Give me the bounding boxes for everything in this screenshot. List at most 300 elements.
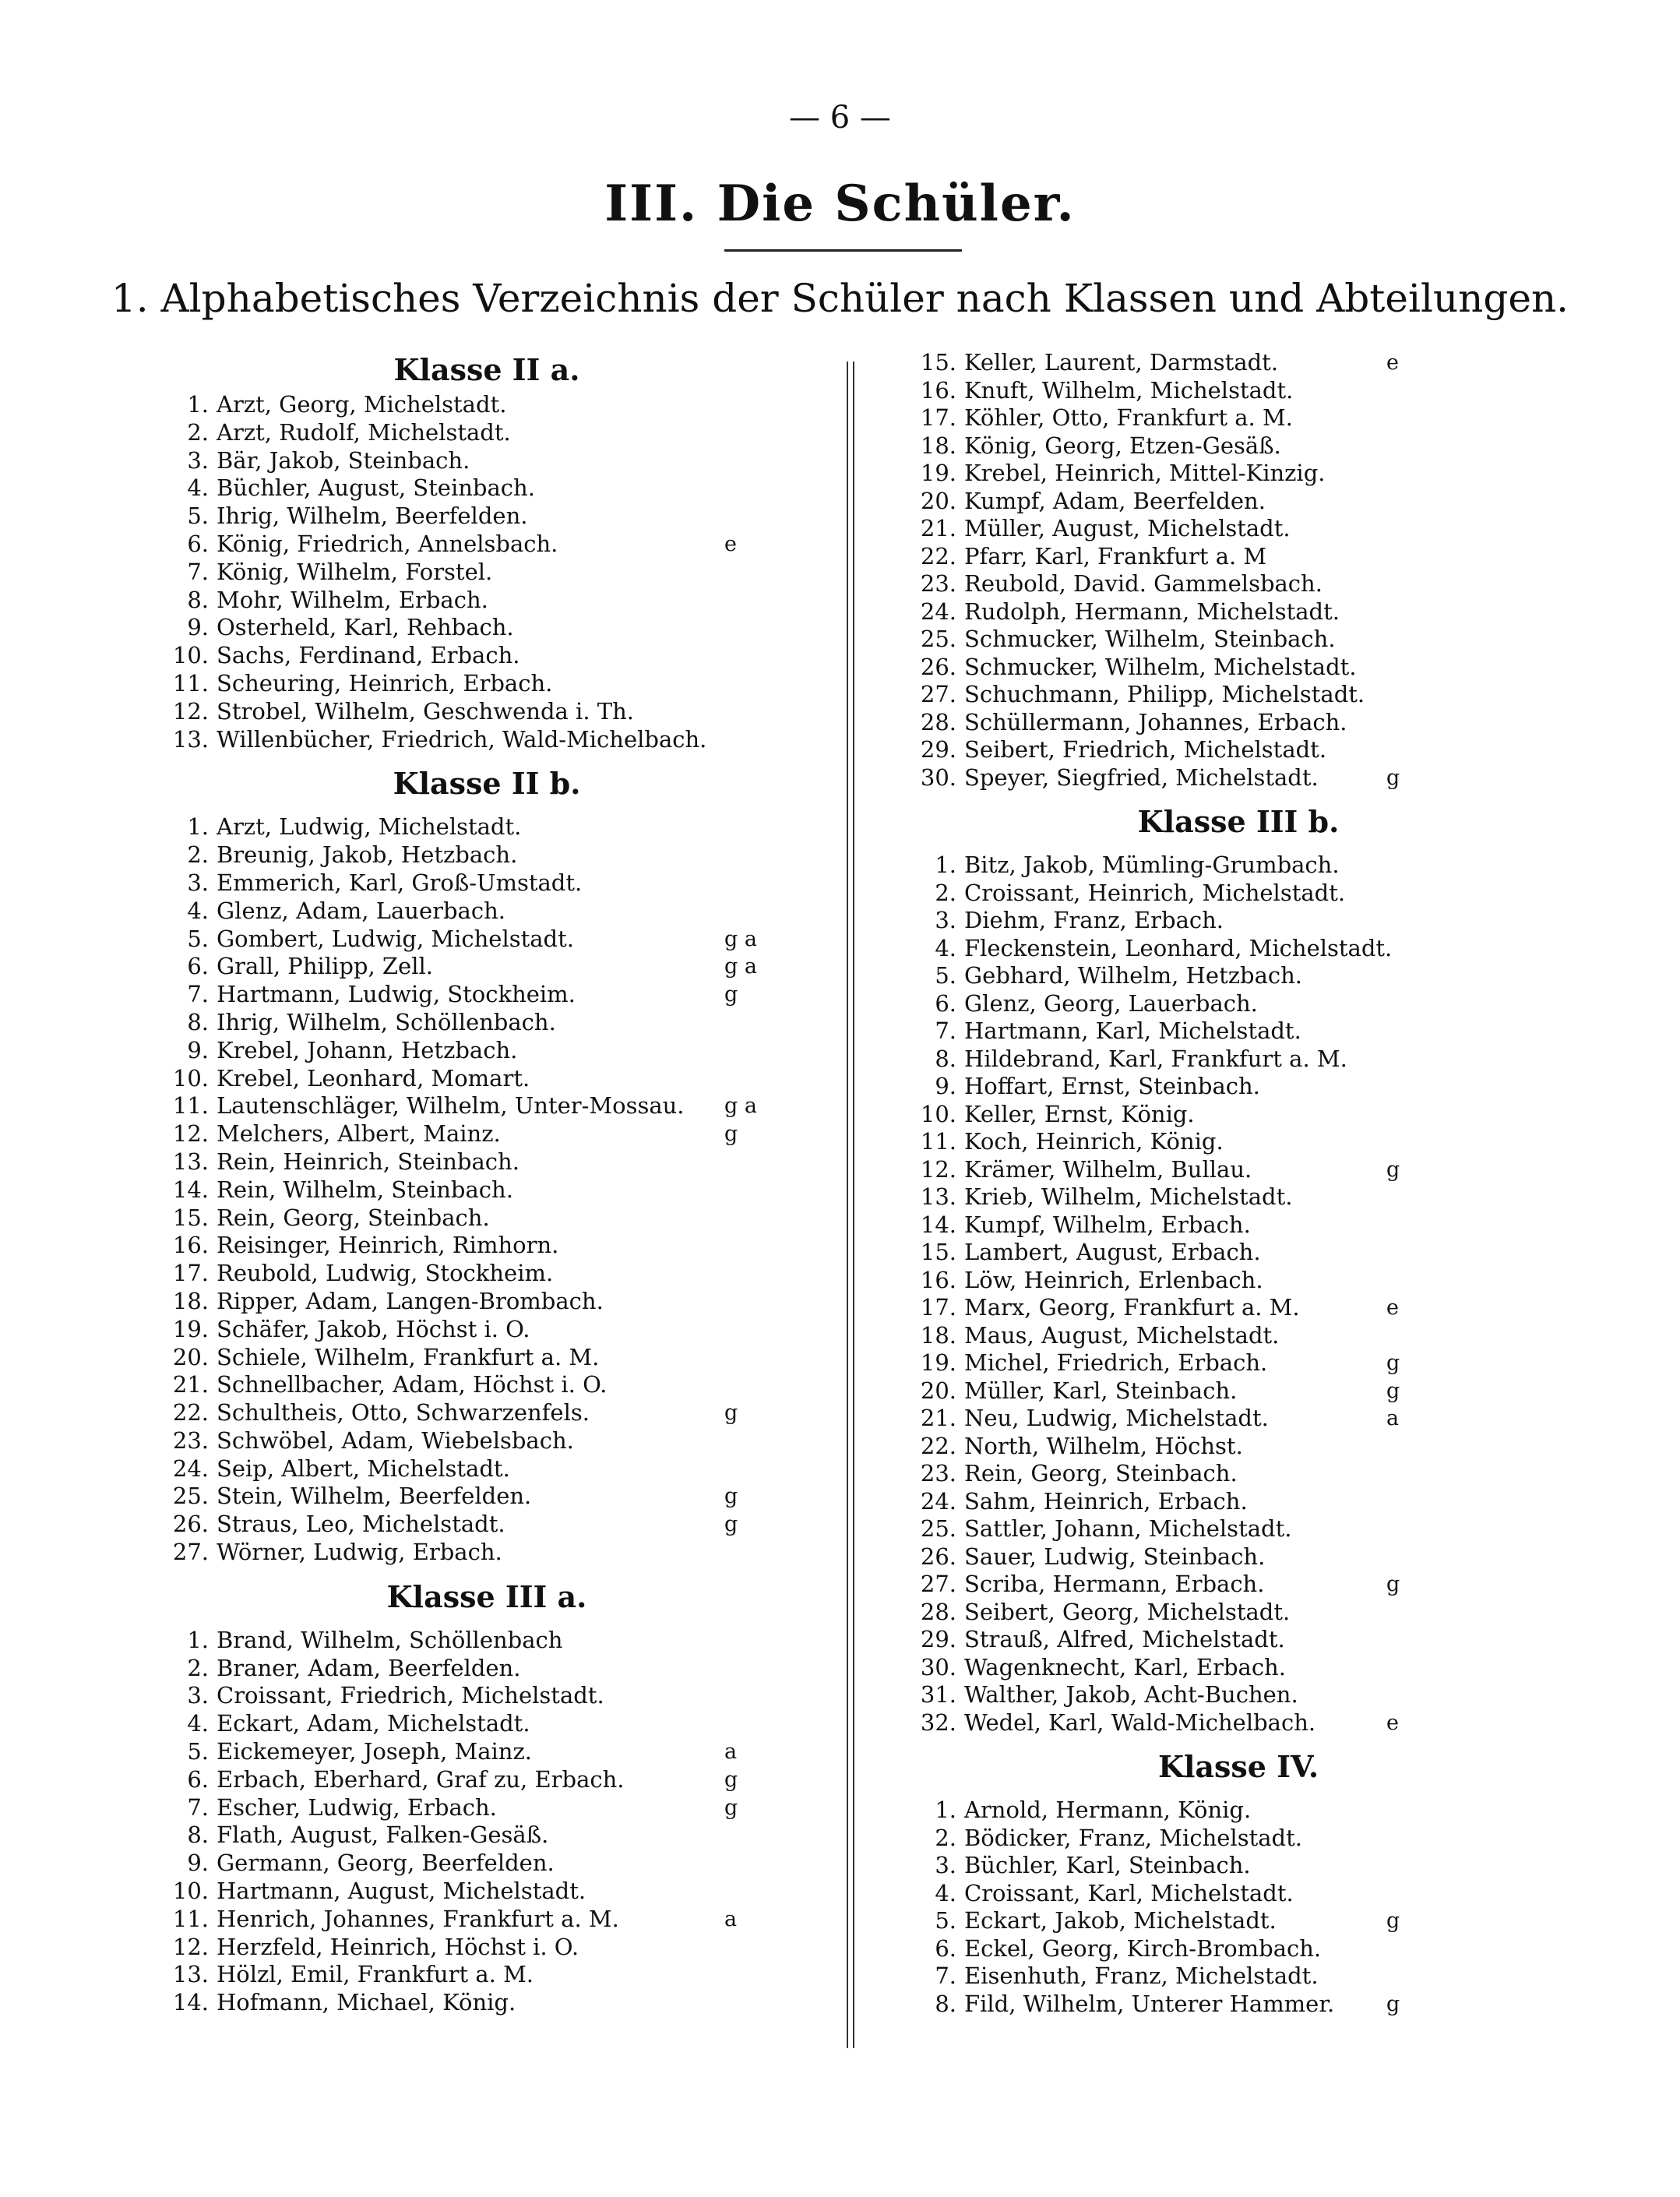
entry-text: Grall, Philipp, Zell. [217, 953, 433, 980]
entry-number: 6. [187, 953, 209, 980]
entry-number: 2. [187, 1654, 209, 1681]
entry-text: König, Georg, Etzen-Gesäß. [964, 432, 1281, 459]
entry-text: Brand, Wilhelm, Schöllenbach [217, 1626, 563, 1653]
entry-number: 7. [187, 1793, 209, 1821]
entry-number: 11. [172, 669, 209, 696]
student-entry [896, 1211, 1581, 1240]
entry-mark: g [1386, 1157, 1400, 1182]
entry-text: Seibert, Friedrich, Michelstadt. [964, 736, 1327, 763]
student-entry [148, 1232, 826, 1260]
entry-number: 32. [920, 1709, 956, 1736]
entry-text: Ripper, Adam, Langen-Brombach. [217, 1287, 604, 1314]
entry-number: 3. [187, 869, 209, 896]
entry-text: Hofmann, Michael, König. [217, 1989, 516, 2016]
entry-text: Eickemeyer, Joseph, Mainz. [217, 1738, 532, 1765]
entry-number: 18. [920, 1321, 956, 1349]
entry-number: 30. [920, 1653, 956, 1680]
entry-number: 1. [187, 1626, 209, 1653]
entry-number: 17. [920, 1294, 956, 1321]
student-entry [148, 1483, 826, 1511]
entry-text: Sauer, Ludwig, Steinbach. [964, 1543, 1266, 1570]
student-entry [148, 1037, 826, 1065]
entry-text: Schmucker, Wilhelm, Steinbach. [964, 626, 1336, 652]
entry-number: 8. [935, 1045, 956, 1072]
student-entry [896, 404, 1581, 432]
entry-text: Breunig, Jakob, Hetzbach. [217, 841, 518, 869]
student-entry [148, 841, 826, 869]
student-entry [148, 1850, 826, 1878]
entry-text: Sattler, Johann, Michelstadt. [964, 1515, 1292, 1542]
class-group [896, 792, 1581, 1737]
entry-text: Wedel, Karl, Wald-Michelbach. [964, 1709, 1316, 1736]
entry-number: 16. [920, 376, 956, 404]
entry-number: 15. [920, 1239, 956, 1265]
entry-text: Straus, Leo, Michelstadt. [217, 1511, 505, 1538]
entry-number: 6. [187, 1765, 209, 1793]
entry-text: Diehm, Franz, Erbach. [964, 907, 1224, 933]
student-entry [148, 813, 826, 841]
entry-number: 15. [172, 1204, 209, 1231]
entry-mark: e [1386, 1296, 1399, 1320]
entry-text: Erbach, Eberhard, Graf zu, Erbach. [217, 1765, 625, 1793]
student-entry [896, 935, 1581, 963]
entry-text: Büchler, August, Steinbach. [217, 474, 535, 502]
entry-number: 22. [172, 1399, 209, 1426]
entry-text: Schnellbacher, Adam, Höchst i. O. [217, 1371, 608, 1398]
entry-number: 30. [920, 763, 956, 791]
student-entry [896, 1880, 1581, 1908]
student-entry [148, 531, 826, 559]
entry-text: Bödicker, Franz, Michelstadt. [964, 1824, 1302, 1851]
entry-text: Sachs, Ferdinand, Erbach. [217, 642, 520, 669]
student-entry [896, 852, 1581, 880]
entry-number: 29. [920, 1626, 956, 1652]
entry-text: Köhler, Otto, Frankfurt a. M. [964, 404, 1293, 431]
entry-text: Strobel, Wilhelm, Geschwenda i. Th. [217, 697, 634, 725]
entry-number: 6. [935, 1934, 956, 1962]
entry-text: Scriba, Hermann, Erbach. [964, 1571, 1265, 1597]
student-entry [896, 1183, 1581, 1211]
class-group [148, 753, 826, 1567]
entry-text: Croissant, Heinrich, Michelstadt. [964, 879, 1346, 906]
entry-number: 11. [172, 1905, 209, 1932]
student-entry [896, 1626, 1581, 1654]
entry-text: Arzt, Ludwig, Michelstadt. [217, 813, 522, 841]
entry-number: 31. [920, 1681, 956, 1708]
entry-number: 1. [935, 852, 956, 878]
entry-text: Rein, Georg, Steinbach. [964, 1460, 1238, 1486]
entry-number: 1. [187, 391, 209, 418]
entry-text: König, Friedrich, Annelsbach. [217, 530, 558, 557]
entry-number: 10. [920, 1100, 956, 1127]
entry-number: 8. [187, 1821, 209, 1849]
student-entry [148, 419, 826, 447]
entry-mark: g [1386, 1909, 1400, 1933]
entry-text: Arzt, Georg, Michelstadt. [217, 391, 507, 418]
student-entry [148, 1989, 826, 2017]
entry-text: Bitz, Jakob, Mümling-Grumbach. [964, 852, 1340, 878]
entry-text: Schüllermann, Johannes, Erbach. [964, 708, 1347, 735]
student-entry [896, 1322, 1581, 1350]
entry-text: North, Wilhelm, Höchst. [964, 1432, 1243, 1459]
student-entry [896, 349, 1581, 377]
student-entry [896, 626, 1581, 654]
entry-number: 2. [187, 418, 209, 446]
student-entry [148, 869, 826, 897]
entry-number: 27. [172, 1539, 209, 1566]
entry-number: 4. [187, 474, 209, 502]
student-entry [896, 1825, 1581, 1853]
entry-text: Willenbücher, Friedrich, Wald-Michelbach. [217, 725, 707, 753]
entry-text: Schuchmann, Philipp, Michelstadt. [964, 681, 1365, 707]
entry-number: 10. [172, 1064, 209, 1091]
entry-mark: a [1386, 1406, 1400, 1430]
entry-text: Walther, Jakob, Acht-Buchen. [964, 1681, 1298, 1708]
entry-text: König, Wilhelm, Forstel. [217, 558, 493, 585]
student-entry [148, 1794, 826, 1822]
entry-number: 25. [920, 1515, 956, 1542]
entry-text: Gebhard, Wilhelm, Hetzbach. [964, 962, 1302, 989]
entry-number: 3. [187, 1682, 209, 1709]
student-entry [896, 1460, 1581, 1488]
entry-number: 21. [920, 1405, 956, 1431]
entry-number: 27. [920, 681, 956, 707]
student-entry [148, 698, 826, 726]
entry-text: Eckel, Georg, Kirch-Brombach. [964, 1934, 1322, 1962]
student-entry [148, 474, 826, 503]
entry-number: 12. [172, 697, 209, 725]
student-entry [148, 503, 826, 531]
student-entry [896, 1073, 1581, 1101]
right-column [896, 349, 1581, 2018]
student-entry [148, 1878, 826, 1906]
entry-number: 17. [172, 1260, 209, 1287]
student-entry [148, 1961, 826, 1989]
entry-mark: g [724, 1401, 738, 1426]
entry-text: Krebel, Heinrich, Mittel-Kinzig. [964, 460, 1326, 486]
student-entry [148, 981, 826, 1009]
entry-text: Schultheis, Otto, Schwarzenfels. [217, 1399, 590, 1426]
student-entry [896, 962, 1581, 990]
entry-text: Melchers, Albert, Mainz. [217, 1120, 501, 1148]
student-entry [148, 1655, 826, 1683]
entry-number: 20. [920, 1377, 956, 1404]
entry-text: Krebel, Leonhard, Momart. [217, 1064, 530, 1091]
student-entry [896, 1907, 1581, 1935]
entry-number: 2. [935, 1824, 956, 1851]
entry-text: Marx, Georg, Frankfurt a. M. [964, 1294, 1300, 1321]
entry-text: Wagenknecht, Karl, Erbach. [964, 1653, 1286, 1680]
entry-number: 17. [920, 404, 956, 431]
entry-text: Hölzl, Emil, Frankfurt a. M. [217, 1961, 534, 1988]
entry-number: 16. [920, 1266, 956, 1293]
entry-text: Mohr, Wilhelm, Erbach. [217, 586, 488, 613]
entry-number: 8. [187, 1008, 209, 1035]
student-entry [896, 1239, 1581, 1267]
entry-text: Pfarr, Karl, Frankfurt a. M [964, 542, 1267, 570]
entry-mark: g a [724, 954, 757, 979]
class-heading: Klasse II b. [393, 766, 581, 802]
entry-number: 13. [172, 725, 209, 753]
entry-number: 8. [935, 1990, 956, 2017]
student-entry [896, 377, 1581, 405]
student-entry [896, 570, 1581, 598]
entry-number: 4. [935, 934, 956, 961]
entry-text: Lambert, August, Erbach. [964, 1239, 1261, 1265]
entry-number: 25. [920, 626, 956, 652]
entry-text: Rein, Heinrich, Steinbach. [217, 1148, 519, 1175]
entry-number: 9. [187, 1036, 209, 1063]
student-entry [896, 1405, 1581, 1433]
student-entry [148, 1176, 826, 1204]
student-entry [896, 1156, 1581, 1184]
entry-mark: g [724, 1795, 738, 1820]
student-entry [896, 736, 1581, 764]
entry-number: 6. [187, 530, 209, 557]
entry-text: Keller, Ernst, König. [964, 1100, 1195, 1127]
entry-mark: g [1386, 1378, 1400, 1403]
entry-text: Kumpf, Adam, Beerfelden. [964, 487, 1266, 514]
student-entry [148, 1906, 826, 1934]
student-entry [896, 1101, 1581, 1129]
entry-number: 8. [187, 586, 209, 613]
entry-text: Eisenhuth, Franz, Michelstadt. [964, 1962, 1319, 1989]
entry-number: 13. [172, 1148, 209, 1175]
entry-text: Eckart, Jakob, Michelstadt. [964, 1907, 1277, 1934]
entry-number: 22. [920, 542, 956, 570]
entry-number: 21. [172, 1371, 209, 1398]
entry-number: 19. [172, 1315, 209, 1342]
entry-number: 29. [920, 736, 956, 763]
student-entry [896, 1797, 1581, 1825]
entry-number: 28. [920, 708, 956, 735]
entry-text: Sahm, Heinrich, Erbach. [964, 1487, 1248, 1515]
entry-text: Michel, Friedrich, Erbach. [964, 1349, 1268, 1376]
student-entry [896, 543, 1581, 571]
entry-text: Scheuring, Heinrich, Erbach. [217, 669, 553, 696]
entry-mark: a [724, 1740, 738, 1765]
entry-mark: g [724, 1484, 738, 1509]
entry-text: Schiele, Wilhelm, Frankfurt a. M. [217, 1343, 600, 1370]
entry-mark: g [724, 982, 738, 1007]
student-entry [896, 1852, 1581, 1880]
student-entry [896, 1017, 1581, 1046]
entry-number: 16. [172, 1232, 209, 1259]
page-number: — 6 — [789, 100, 891, 136]
entry-text: Keller, Laurent, Darmstadt. [964, 349, 1279, 376]
entry-number: 24. [920, 1487, 956, 1515]
student-entry [896, 598, 1581, 626]
entry-number: 19. [920, 1349, 956, 1376]
entry-number: 10. [172, 642, 209, 669]
class-group [896, 1737, 1581, 2018]
entry-text: Lautenschläger, Wilhelm, Unter-Mossau. [217, 1092, 685, 1120]
student-entry [148, 391, 826, 419]
entry-mark: g [724, 1512, 738, 1537]
entry-text: Reubold, Ludwig, Stockheim. [217, 1260, 554, 1287]
entry-text: Henrich, Johannes, Frankfurt a. M. [217, 1905, 619, 1932]
student-entry [148, 1204, 826, 1233]
entry-text: Osterheld, Karl, Rehbach. [217, 614, 514, 641]
student-entry [148, 1065, 826, 1093]
entry-text: Arnold, Hermann, König. [964, 1797, 1252, 1823]
entry-number: 14. [172, 1989, 209, 2016]
entry-text: Müller, August, Michelstadt. [964, 515, 1291, 541]
student-entry [148, 614, 826, 642]
entry-text: Seibert, Georg, Michelstadt. [964, 1598, 1291, 1625]
left-column [148, 349, 826, 2017]
entry-number: 9. [935, 1073, 956, 1099]
entry-text: Neu, Ludwig, Michelstadt. [964, 1405, 1269, 1431]
entry-number: 1. [935, 1797, 956, 1823]
student-entry [896, 880, 1581, 908]
entry-text: Rudolph, Hermann, Michelstadt. [964, 598, 1340, 625]
student-entry [896, 1128, 1581, 1156]
entry-text: Braner, Adam, Beerfelden. [217, 1654, 521, 1681]
student-entry [896, 654, 1581, 682]
student-entry [148, 1934, 826, 1962]
entry-number: 7. [935, 1962, 956, 1989]
student-entry [148, 670, 826, 698]
student-entry [896, 1571, 1581, 1599]
entry-number: 18. [920, 432, 956, 459]
entry-text: Croissant, Karl, Michelstadt. [964, 1879, 1294, 1906]
entry-text: Ihrig, Wilhelm, Schöllenbach. [217, 1008, 556, 1035]
entry-number: 2. [187, 841, 209, 869]
student-entry [896, 1046, 1581, 1074]
student-entry [148, 1371, 826, 1399]
entry-text: Reisinger, Heinrich, Rimhorn. [217, 1232, 559, 1259]
class-group [896, 349, 1581, 792]
student-entry [148, 1288, 826, 1316]
entry-text: Krebel, Johann, Hetzbach. [217, 1036, 518, 1063]
student-entry [148, 1399, 826, 1427]
entry-text: Croissant, Friedrich, Michelstadt. [217, 1682, 604, 1709]
entry-text: Hildebrand, Karl, Frankfurt a. M. [964, 1045, 1347, 1072]
entry-text: Schäfer, Jakob, Höchst i. O. [217, 1315, 530, 1342]
student-entry [148, 642, 826, 670]
student-entry [148, 1148, 826, 1176]
entry-number: 26. [920, 653, 956, 680]
entry-text: Koch, Heinrich, König. [964, 1128, 1224, 1155]
entry-text: Schmucker, Wilhelm, Michelstadt. [964, 653, 1357, 680]
column-divider [847, 361, 854, 2048]
entry-text: Seip, Albert, Michelstadt. [217, 1455, 510, 1482]
student-entry [896, 709, 1581, 737]
section-title: 1. Alphabetisches Verzeichnis der Schüler nach Klassen und Abteilungen. [111, 276, 1569, 321]
entry-number: 7. [935, 1017, 956, 1044]
entry-number: 5. [935, 1907, 956, 1934]
student-entry [148, 1627, 826, 1655]
student-entry [896, 1991, 1581, 2019]
entry-number: 12. [920, 1155, 956, 1183]
entry-text: Büchler, Karl, Steinbach. [964, 1852, 1251, 1878]
entry-number: 5. [187, 925, 209, 952]
entry-number: 3. [187, 446, 209, 474]
entry-number: 24. [920, 598, 956, 625]
class-group [148, 349, 826, 753]
student-entry [148, 1539, 826, 1567]
entry-number: 10. [172, 1878, 209, 1905]
entry-number: 14. [920, 1211, 956, 1238]
entry-mark: e [1386, 1710, 1399, 1735]
student-entry [896, 1709, 1581, 1737]
entry-number: 24. [172, 1455, 209, 1482]
entry-number: 21. [920, 515, 956, 541]
student-entry [148, 1120, 826, 1148]
entry-text: Krämer, Wilhelm, Bullau. [964, 1155, 1252, 1183]
student-entry [148, 1766, 826, 1794]
student-entry [896, 1267, 1581, 1295]
entry-mark: e [724, 531, 737, 556]
class-heading: Klasse III b. [1137, 804, 1340, 839]
student-entry [896, 488, 1581, 516]
entry-text: Maus, August, Michelstadt. [964, 1321, 1280, 1349]
student-entry [148, 1344, 826, 1372]
entry-text: Knuft, Wilhelm, Michelstadt. [964, 376, 1294, 404]
student-entry [896, 907, 1581, 935]
class-group [148, 1567, 826, 2017]
entry-text: Emmerich, Karl, Groß-Umstadt. [217, 869, 583, 896]
chapter-title: III. Die Schüler. [604, 175, 1076, 233]
student-entry [148, 1316, 826, 1344]
student-entry [896, 1599, 1581, 1627]
entry-number: 2. [935, 879, 956, 906]
entry-number: 27. [920, 1571, 956, 1597]
entry-text: Fleckenstein, Leonhard, Michelstadt. [964, 934, 1393, 961]
entry-number: 7. [187, 558, 209, 585]
student-entry [896, 1349, 1581, 1377]
entry-mark: a [724, 1906, 738, 1931]
entry-number: 9. [187, 1850, 209, 1877]
entry-number: 9. [187, 614, 209, 641]
student-entry [148, 447, 826, 475]
entry-text: Hoffart, Ernst, Steinbach. [964, 1073, 1260, 1099]
entry-number: 1. [187, 813, 209, 841]
student-entry [896, 1543, 1581, 1571]
entry-text: Rein, Georg, Steinbach. [217, 1204, 490, 1231]
entry-number: 25. [172, 1483, 209, 1510]
student-entry [896, 764, 1581, 792]
student-entry [148, 1455, 826, 1483]
student-entry [148, 1260, 826, 1288]
student-entry [148, 1092, 826, 1120]
student-entry [896, 432, 1581, 460]
entry-number: 4. [187, 897, 209, 924]
entry-text: Kumpf, Wilhelm, Erbach. [964, 1211, 1251, 1238]
entry-number: 3. [935, 907, 956, 933]
student-entry [148, 726, 826, 754]
student-entry [148, 587, 826, 615]
student-entry [148, 1821, 826, 1850]
student-entry [148, 953, 826, 981]
student-entry [148, 559, 826, 587]
entry-text: Flath, August, Falken-Gesäß. [217, 1821, 549, 1849]
entry-text: Arzt, Rudolf, Michelstadt. [217, 418, 511, 446]
student-entry [896, 1654, 1581, 1682]
entry-mark: g [1386, 1991, 1400, 2016]
entry-text: Bär, Jakob, Steinbach. [217, 446, 470, 474]
entry-number: 3. [935, 1852, 956, 1878]
entry-text: Reubold, David. Gammelsbach. [964, 570, 1323, 597]
class-heading: Klasse III a. [386, 1578, 587, 1614]
entry-number: 4. [935, 1879, 956, 1906]
entry-text: Schwöbel, Adam, Wiebelsbach. [217, 1426, 574, 1454]
entry-number: 5. [935, 962, 956, 989]
entry-text: Germann, Georg, Beerfelden. [217, 1850, 555, 1877]
student-entry [148, 1710, 826, 1738]
student-entry [896, 515, 1581, 543]
